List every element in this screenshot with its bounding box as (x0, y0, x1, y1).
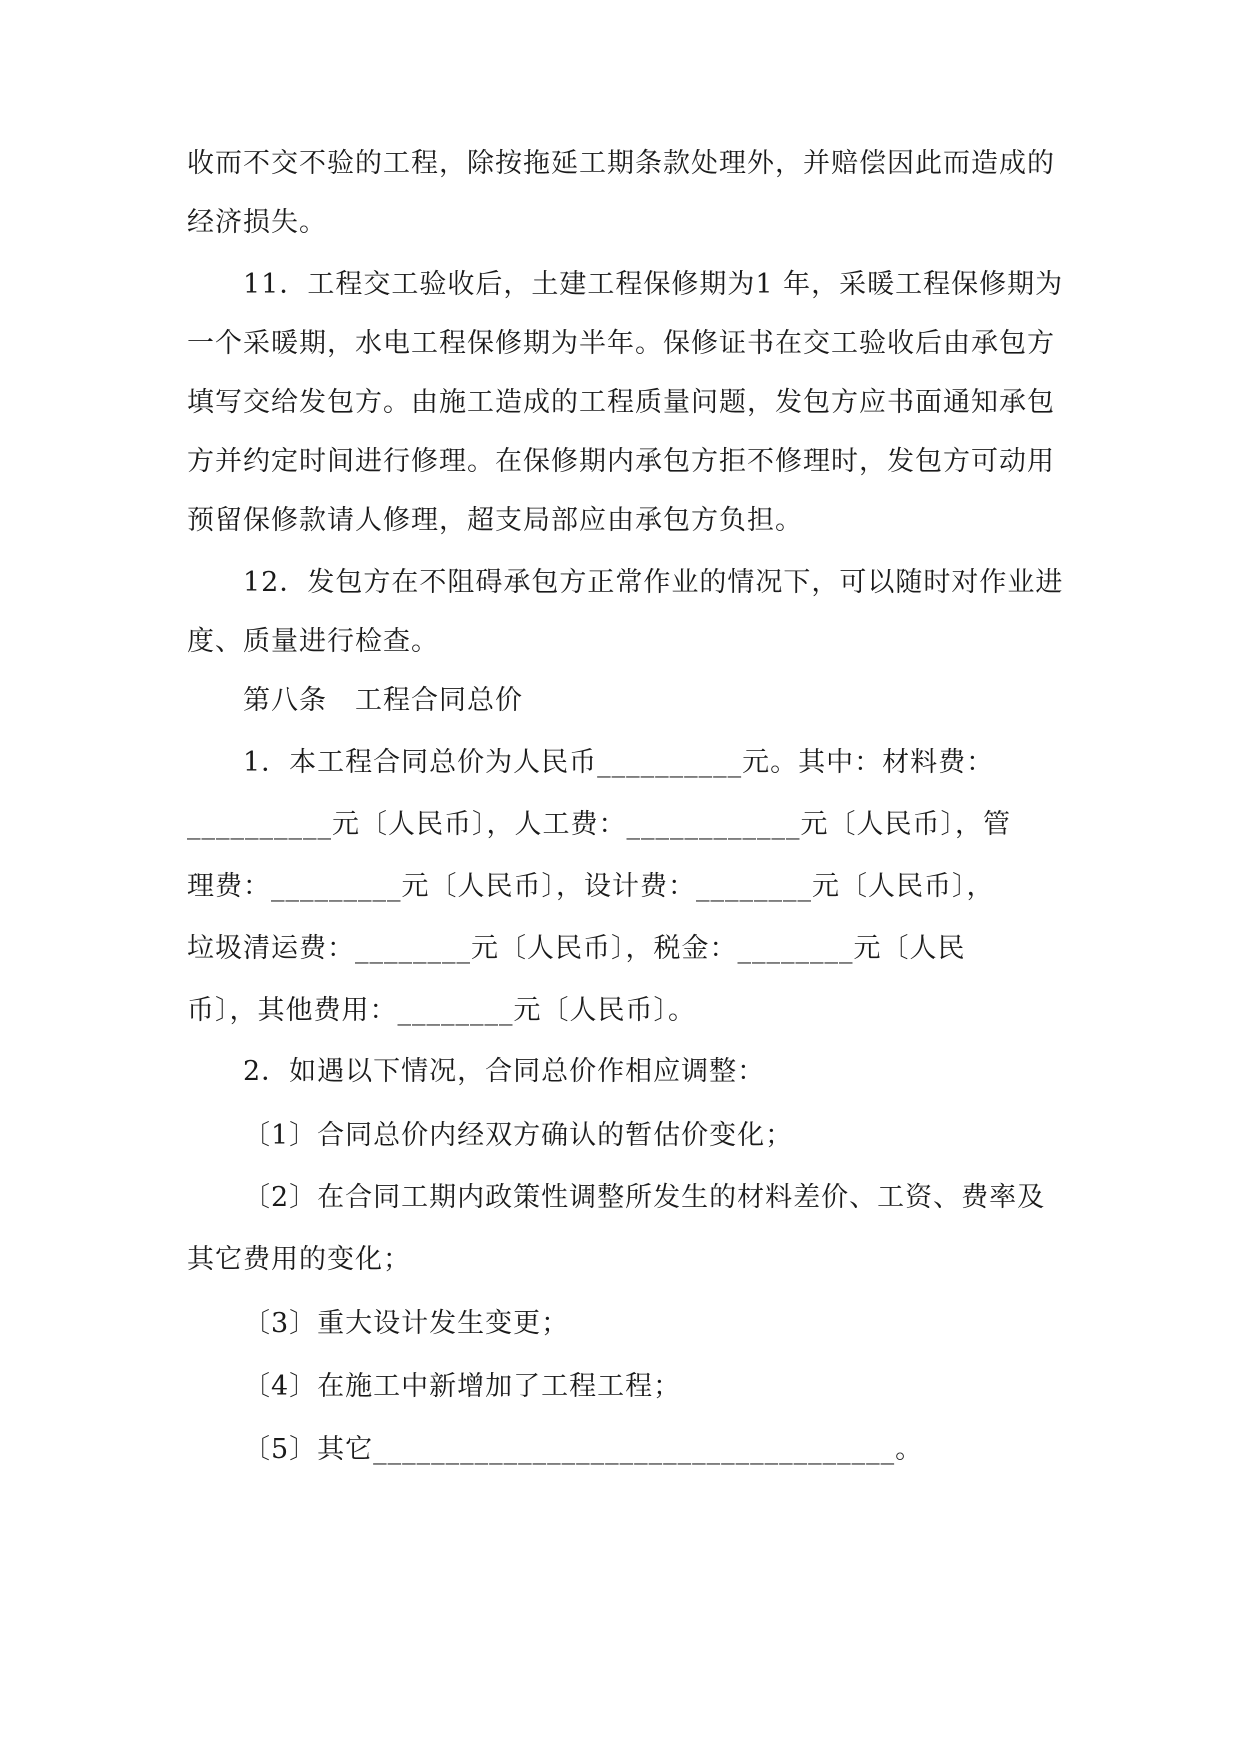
adjustment-item-3: 〔3〕重大设计发生变更； (243, 1308, 570, 1339)
text-line: __________元〔人民币〕，人工费：____________元〔人民币〕，管 (187, 809, 1011, 840)
price-clause-2: 2．如遇以下情况，合同总价作相应调整： (243, 1056, 766, 1087)
text-line: 预留保修款请人修理，超支局部应由承包方负担。 (187, 505, 803, 536)
text-line: 方并约定时间进行修理。在保修期内承包方拒不修理时，发包方可动用 (187, 446, 1055, 477)
text-line: 一个采暖期，水电工程保修期为半年。保修证书在交工验收后由承包方 (187, 328, 1055, 359)
clause-12: 12．发包方在不阻碍承包方正常作业的情况下，可以随时对作业进 (243, 567, 1064, 598)
adjustment-item-1: 〔1〕合同总价内经双方确认的暂估价变化； (243, 1120, 794, 1151)
adjustment-item-4: 〔4〕在施工中新增加了工程工程； (243, 1371, 682, 1402)
text-line: 币〕，其他费用：________元〔人民币〕。 (187, 995, 696, 1026)
text-line: 经济损失。 (187, 207, 327, 238)
text-line: 度、质量进行检查。 (187, 626, 439, 657)
text-line: 填写交给发包方。由施工造成的工程质量问题，发包方应书面通知承包 (187, 387, 1055, 418)
price-clause-1: 1．本工程合同总价为人民币__________元。其中：材料费： (243, 747, 995, 778)
adjustment-item-5: 〔5〕其它____________________________________。 (243, 1434, 924, 1465)
clause-11: 11．工程交工验收后，土建工程保修期为1 年，采暖工程保修期为 (243, 269, 1064, 300)
adjustment-item-2: 〔2〕在合同工期内政策性调整所发生的材料差价、工资、费率及 (243, 1182, 1046, 1213)
text-line: 收而不交不验的工程，除按拖延工期条款处理外，并赔偿因此而造成的 (187, 148, 1055, 179)
text-line: 理费：_________元〔人民币〕，设计费：________元〔人民币〕， (187, 871, 995, 902)
text-line: 其它费用的变化； (187, 1244, 411, 1275)
article-8-heading: 第八条 工程合同总价 (243, 685, 523, 716)
text-line: 垃圾清运费：________元〔人民币〕，税金：________元〔人民 (187, 933, 966, 964)
